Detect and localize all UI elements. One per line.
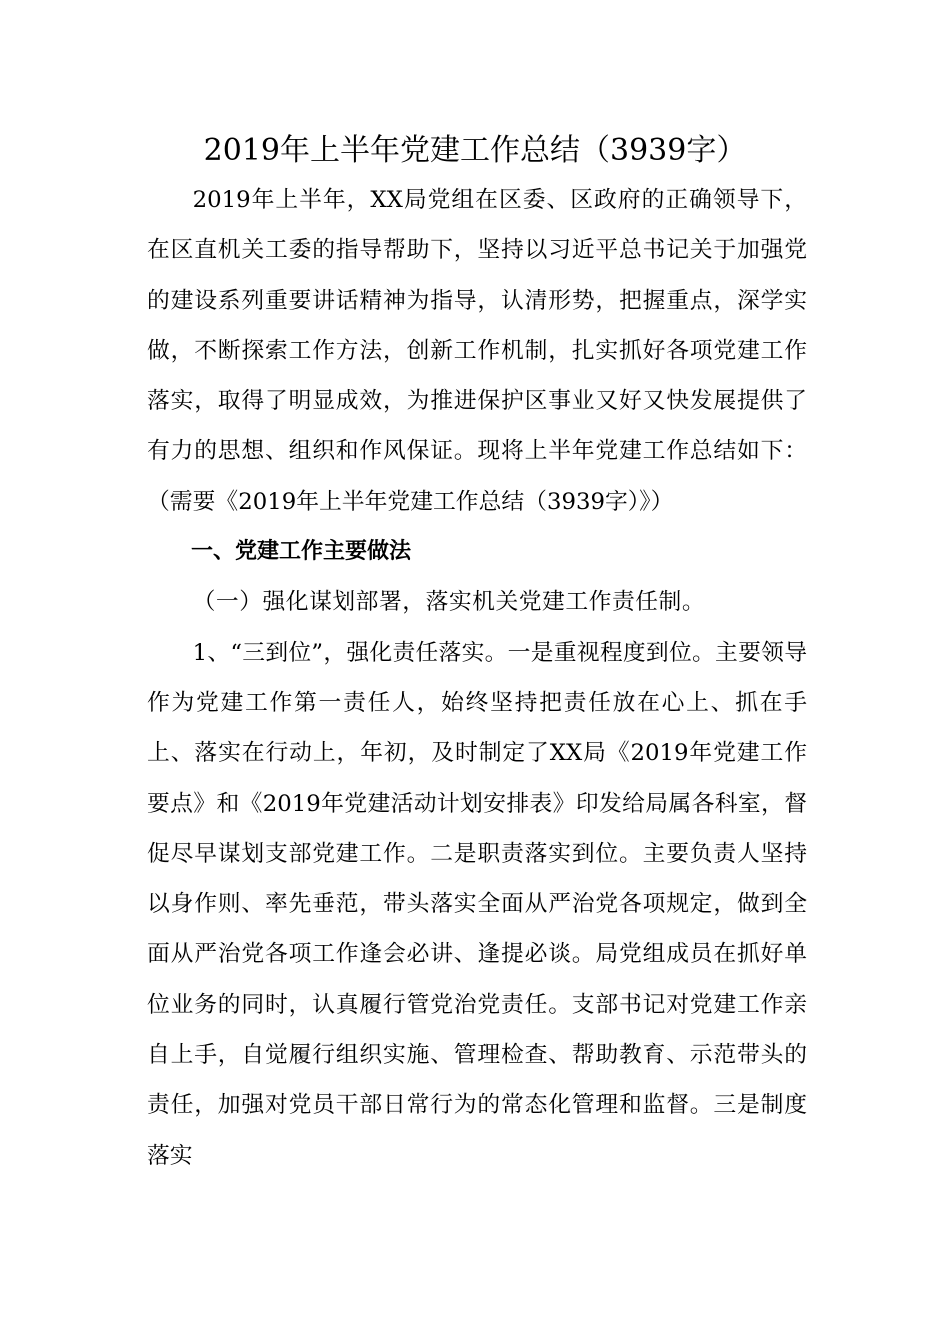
intro-paragraph: 2019年上半年，XX局党组在区委、区政府的正确领导下，在区直机关工委的指导帮助下，坚持以习近平总书记关于加强党的建设系列重要讲话精神为指导，认清形势，把握重点，深学实做，不断探索工作方法，创新工作机制，扎实抓好各项党建工作落实，取得了明显成效，为推进保护区事业又好又快发展提供了有力的思想、组织和作风保证。现将上半年党建工作总结如下：（需要《2019年上半年党建工作总结（3939字）》） (147, 187, 807, 515)
body-paragraph: 1、“三到位”，强化责任落实。一是重视程度到位。主要领导作为党建工作第一责任人，始终坚持把责任放在心上、抓在手上、落实在行动上，年初，及时制定了XX局《2019年党建工作要点》和《2019年党建活动计划安排表》印发给局属各科室，督促尽早谋划支部党建工作。二是职责落实到位。主要负责人坚持以身作则、率先垂范，带头落实全面从严治党各项规定，做到全面从严治党各项工作逢会必讲、逢提必谈。局党组成员在抓好单位业务的同时，认真履行管党治党责任。支部书记对党建工作亲自上手，自觉履行组织实施、管理检查、帮助教育、示范带头的责任，加强对党员干部日常行为的常态化管理和监督。三是制度落实 (147, 639, 807, 1169)
document-body (147, 175, 807, 1181)
subsection-heading: （一）强化谋划部署，落实机关党建工作责任制。 (192, 589, 706, 616)
section-heading: 一、党建工作主要做法 (191, 539, 412, 565)
document-title: 2019年上半年党建工作总结（3939字） (203, 133, 747, 168)
